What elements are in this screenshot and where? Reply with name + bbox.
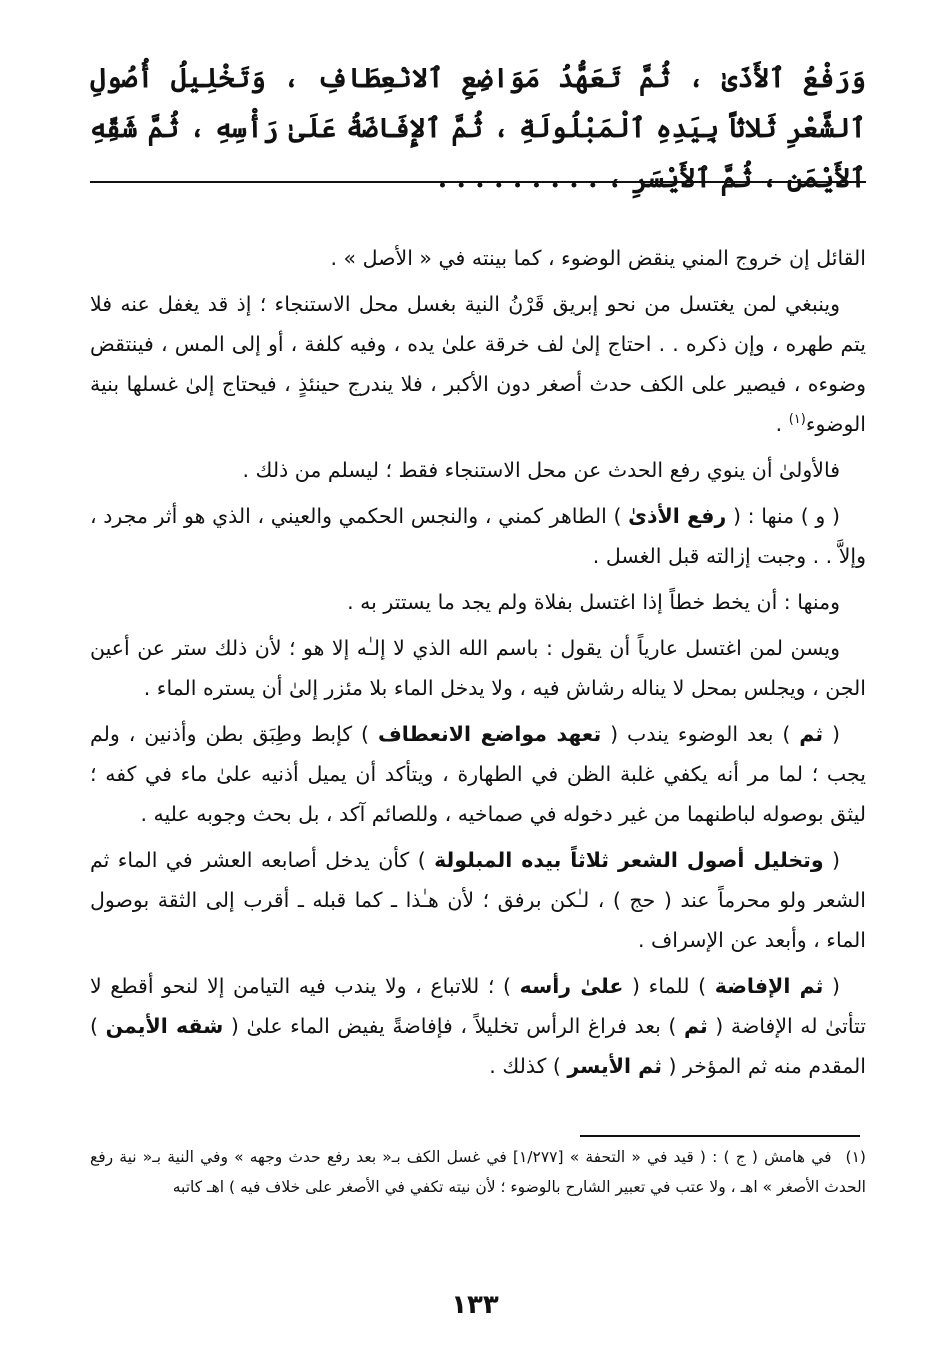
paragraph-3-text: فالأولىٰ أن ينوي رفع الحدث عن محل الاستنجاء فقط ؛ ليسلم من ذلك . [242,458,840,482]
paragraph-7-mid: ) بعد الوضوء يندب ( [601,722,800,746]
paragraph-4-text: ) الطاهر كمني ، والنجس الحكمي والعيني ، الذي هو أثر مجرد ، وإلاَّ . . وجبت إزالته قبل الغسل . [90,504,866,568]
paragraph-9-end: ) كذلك . [489,1054,568,1078]
paragraph-6 [90,628,866,708]
paragraph-9-open: ( [823,974,840,998]
paragraph-9-mid: ) المقدم منه ثم المؤخر ( [90,1014,866,1078]
paragraph-9-mid: ) ؛ للاتباع ، ولا يندب فيه التيامن إلا لنحو أقطع لا تتأتىٰ له الإفاضة ( [90,974,867,1038]
matn-term: تعهد مواضع الانعطاف [377,722,602,746]
footnote-separator-rule [580,1135,860,1137]
paragraph-7-text: ) كإبط وطِبَق بطن وأذنين ، ولم يجب ؛ لما مر أنه يكفي غلبة الظن في الطهارة ، ويتأكد أن يميل أذنيه علىٰ ماء في كفه ؛ ليثق بوصوله لباطنهما من غير دخوله في صماخيه ، وللصائم آكد ، بل بحث وجوبه عليه . [90,722,866,826]
matn-term: علىٰ رأسه [519,974,624,998]
sharh-commentary [90,194,866,1092]
footnote-text: في هامش ( ج ) : ( قيد في « التحفة » [١/٢٧٧] في غسل الكف بـ« بعد رفع حدث وجهه » وفي النية بـ« نية رفع الحدث الأصغر » اهـ ، ولا عتب في تعبير الشارح بالوضوء ؛ لأن نيته تكفي في الأصغر على خلاف فيه ) اهـ كاتبه [90,1148,866,1196]
paragraph-4-open: ( و ) منها : ( [726,504,840,528]
paragraph-6-text: ويسن لمن اغتسل عارياً أن يقول : باسم الله الذي لا إلـٰه إلا هو ؛ لأن ذلك ستر عن أعين الجن ، ويجلس بمحل لا يناله رشاش فيه ، ولا يدخل الماء بلا مئزر إلىٰ أن يستره الماء . [90,636,866,700]
paragraph-5 [90,582,866,622]
paragraph-1-text: القائل إن خروج المني ينقض الوضوء ، كما بينته في « الأصل » . [330,246,866,270]
footnote [90,1142,866,1202]
matn-term: ثم الأيسر [567,1054,662,1078]
paragraph-2 [90,284,866,444]
matn-separator-rule [90,181,866,183]
matn-line-2: ٱلْمَبْلُولَةِ ، ثُمَّ ٱلإِفَاضَةُ عَلَىٰ رَأْسِهِ ، ثُمَّ شَقِّهِ ٱلأَيْمَنِ ، ثُمَّ ٱلأَيْسَرِ ، . . . . . . . . . [90,113,866,194]
matn-text [90,44,866,204]
matn-term: شقه الأيمن [105,1014,224,1038]
matn-line-1: وَرَفْعُ ٱلأَذَىٰ ، ثُمَّ تَعَهُّدُ مَوَاضِعِ ٱلانْعِطَافِ ، وَتَخْلِيلُ أُصُولِ ٱلشَّعْرِ ثَلاثاً بِيَدِهِ [90,63,866,144]
footnote-reference[interactable]: (١) [788,412,806,428]
paragraph-8-open: ( [823,848,841,872]
paragraph-1 [90,238,866,278]
matn-term: ثم الإفاضة [714,974,824,998]
paragraph-7-open: ( [823,722,840,746]
matn-term: رفع الأذىٰ [628,504,727,528]
paragraph-3 [90,450,866,490]
paragraph-9-mid: ) للماء ( [623,974,715,998]
paragraph-2-end: . [775,412,789,436]
paragraph-8 [90,840,866,960]
matn-term: ثم [799,722,824,746]
matn-term: ثم [683,1014,708,1038]
page-number: ١٣٣ [451,1290,499,1320]
paragraph-9-mid: ) بعد فراغ الرأس تخليلاً ، فإفاضةً يفيض الماء علىٰ ( [223,1014,684,1038]
paragraph-4 [90,496,866,576]
page-body [90,44,866,1334]
paragraph-9 [90,966,866,1086]
paragraph-5-text: ومنها : أن يخط خطاً إذا اغتسل بفلاة ولم يجد ما يستتر به . [347,590,840,614]
matn-term: وتخليل أصول الشعر ثلاثاً بيده المبلولة [434,848,824,872]
paragraph-8-text: ) كأن يدخل أصابعه العشر في الماء ثم الشعر ولو محرماً عند ( حج ) ، لـٰكن برفق ؛ لأن هـٰذا ـ كما قبله ـ أقرب إلى الثقة بوصول الماء ، وأبعد عن الإسراف . [90,848,866,952]
footnote-number: (١) [845,1148,866,1166]
paragraph-2-text: وينبغي لمن يغتسل من نحو إبريق قَرْنُ النية بغسل محل الاستنجاء ؛ إذ قد يغفل عنه فلا يتم طهره ، وإن ذكره . . احتاج إلىٰ لف خرقة علىٰ يده ، وفيه كلفة ، أو إلى المس ، فينتقض وضوءه ، فيصير على الكف حدث أصغر دون الأكبر ، فلا يندرج حينئذٍ ، فيحتاج إلىٰ غسلها بنية الوضوء [90,292,866,436]
paragraph-7 [90,714,866,834]
